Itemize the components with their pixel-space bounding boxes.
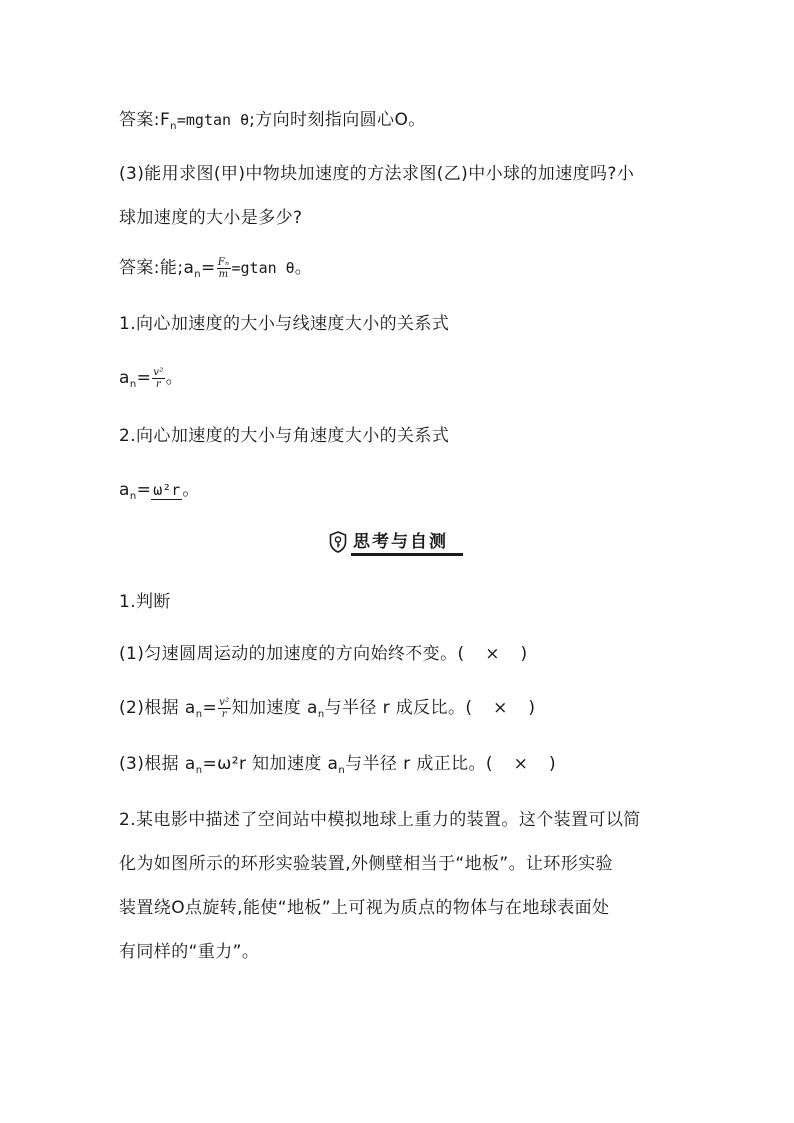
accel-subscript: n: [317, 709, 325, 720]
close-paren: ): [528, 698, 536, 718]
judge-item-text: 与半径 r 成反比。(: [324, 698, 473, 718]
problem2-line1: 2.某电影中描述了空间站中模拟地球上重力的装置。这个装置可以简: [119, 810, 641, 830]
judge-item-text: 与半径 r 成正比。(: [345, 754, 493, 774]
filled-blank: ω²r: [153, 481, 181, 499]
force-symbol: F: [159, 110, 171, 130]
judge-item-text: =ω²r 知加速度 a: [202, 754, 339, 774]
fraction-denominator: m: [218, 268, 229, 280]
fraction-numerator: v²: [219, 696, 230, 708]
section-underline: [351, 553, 463, 556]
judge-mark: ×: [485, 644, 500, 664]
section-title: 思考与自测: [353, 532, 448, 552]
answer-acceleration: [119, 256, 312, 287]
period: 。: [165, 368, 184, 388]
close-paren: ): [548, 754, 557, 774]
shield-key-icon: [329, 531, 347, 553]
accel-subscript: n: [194, 269, 202, 280]
accel-symbol: a: [119, 480, 130, 500]
answer-force: [119, 108, 426, 139]
point1-title: 1.向心加速度的大小与线速度大小的关系式: [119, 314, 450, 334]
judge-item-text: (3)根据 a: [119, 754, 196, 774]
question3-line1: (3)能用求图(甲)中物块加速度的方法求图(乙)中小球的加速度吗?小: [119, 164, 635, 184]
problem2-line4: 有同样的“重力”。: [119, 942, 260, 962]
point2-formula: [119, 478, 200, 509]
force-subscript: n: [170, 121, 177, 132]
fraction-denominator: r: [221, 708, 227, 720]
judge-title: 1.判断: [119, 592, 171, 612]
fraction-denominator: r: [155, 378, 162, 390]
equals-sign: =: [201, 258, 216, 278]
force-direction: ;方向时刻指向圆心O。: [249, 110, 426, 130]
accel-subscript: n: [195, 709, 203, 720]
accel-equation: =gtan θ: [231, 259, 295, 277]
question3-line2: 球加速度的大小是多少?: [119, 208, 303, 228]
judge-item-text: (1)匀速圆周运动的加速度的方向始终不变。(: [119, 644, 465, 664]
period: 。: [182, 480, 200, 500]
accel-subscript: n: [195, 765, 203, 776]
point1-formula: [119, 366, 183, 397]
fraction-numerator: Fₙ: [217, 256, 230, 268]
judge-item-3: [119, 752, 556, 783]
close-paren: ): [520, 644, 528, 664]
fraction-numerator: v²: [153, 366, 164, 378]
answer-label: 答案:: [119, 110, 160, 130]
period: 。: [294, 258, 313, 278]
fraction-v2-over-r: [218, 697, 230, 720]
judge-mark: ×: [493, 698, 508, 718]
point2-title: 2.向心加速度的大小与角速度大小的关系式: [119, 426, 450, 446]
judge-item-text: 知加速度 a: [231, 698, 318, 718]
accel-subscript: n: [338, 765, 346, 776]
judge-item-1: [119, 642, 528, 666]
fraction-v2-over-r: [152, 367, 164, 390]
section-header: [329, 530, 467, 556]
accel-symbol: a: [183, 258, 195, 278]
judge-item-text: (2)根据 a: [119, 698, 196, 718]
equals-sign: =: [136, 368, 152, 388]
equals-sign: =: [136, 480, 152, 500]
accel-symbol: a: [119, 368, 130, 388]
equals-sign: =: [202, 698, 218, 718]
judge-mark: ×: [513, 754, 529, 774]
judge-item-2: [119, 696, 535, 727]
problem2-line2: 化为如图所示的环形实验装置,外侧壁相当于“地板”。让环形实验: [119, 854, 614, 874]
answer-label: 答案:能;: [119, 258, 184, 278]
fraction-fn-over-m: [217, 257, 231, 280]
accel-subscript: n: [129, 491, 137, 502]
problem2-line3: 装置绕O点旋转,能使“地板”上可视为质点的物体与在地球表面处: [119, 898, 610, 918]
accel-subscript: n: [129, 379, 137, 390]
force-equation: =mgtan θ: [176, 111, 250, 129]
